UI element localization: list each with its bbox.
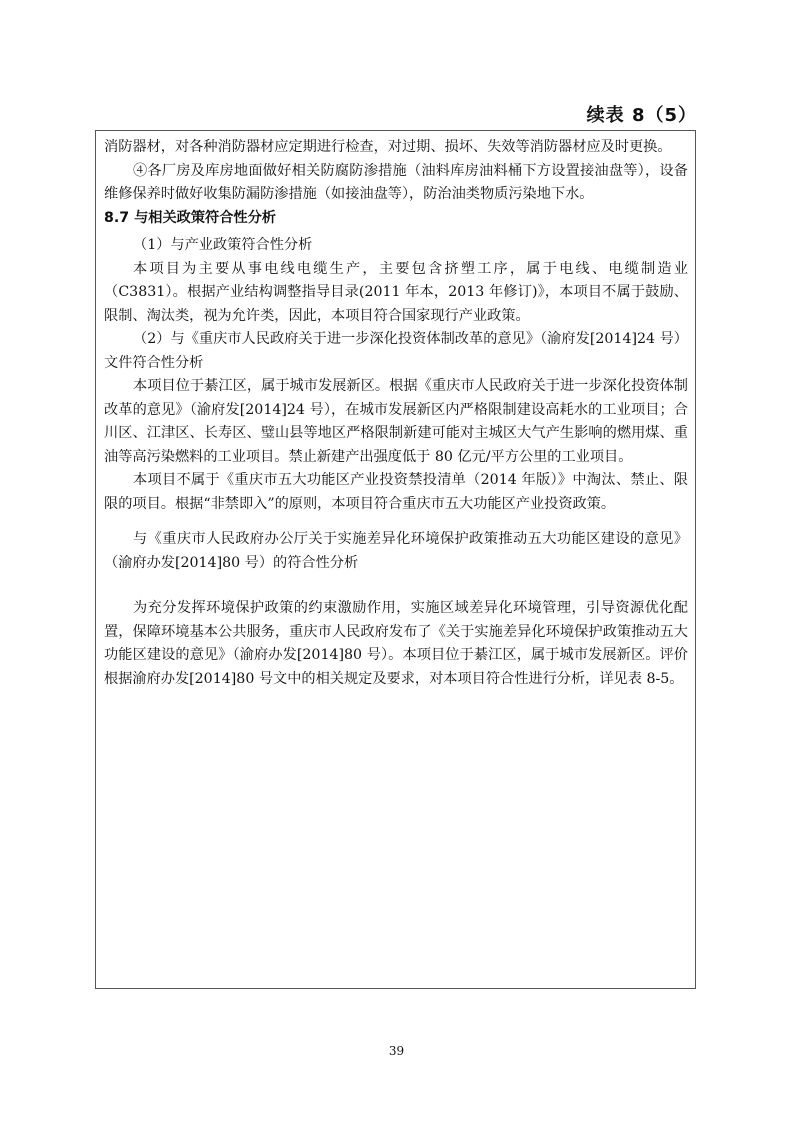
page-number: 39 bbox=[388, 1044, 405, 1058]
subsection-1-title: （1）与产业政策符合性分析 bbox=[133, 237, 313, 253]
section-heading: 8.7 与相关政策符合性分析 bbox=[104, 209, 276, 226]
paragraph-anti-seepage: ④各厂房及库房地面做好相关防腐防渗措施（油料库房油料桶下方设置接油盘等），设备维修保养时做好收集防漏防渗措施（如接油盘等），防治油类物质污染地下水。 bbox=[104, 162, 688, 202]
subsection-2-body-2: 本项目不属于《重庆市五大功能区产业投资禁投清单（2014 年版）》中淘汰、禁止、限限的项目。根据“非禁即入”的原则，本项目符合重庆市五大功能区产业投资政策。 bbox=[104, 472, 688, 512]
document-body bbox=[104, 136, 688, 691]
subsection-1-body: 本项目为主要从事电线电缆生产，主要包含挤塑工序，属于电线、电缆制造业（C3831）。根据产业结构调整指导目录(2011 年本，2013 年修订)》，本项目不属于鼓励、限制、淘汰类，视为允许类，因此，本项目符合国家现行产业政策。 bbox=[104, 260, 688, 324]
table-title: 续表 8（5） bbox=[586, 105, 697, 126]
subsection-2-title: （2）与《重庆市人民政府关于进一步深化投资体制改革的意见》（渝府发[2014]24 号）文件符合性分析 bbox=[104, 331, 688, 371]
subsection-3-title: 与《重庆市人民政府办公厅关于实施差异化环境保护政策推动五大功能区建设的意见》（渝府办发[2014]80 号）的符合性分析 bbox=[104, 531, 688, 571]
subsection-2-body-1: 本项目位于綦江区，属于城市发展新区。根据《重庆市人民政府关于进一步深化投资体制改革的意见》（渝府发[2014]24 号），在城市发展新区内严格限制建设高耗水的工业项目；合川区、江津区、长寿区、璧山县等地区严格限制新建可能对主城区大气产生影响的燃用煤、重油等高污染燃料的工业项目。禁止新建产出强度低于 80 亿元/平方公里的工业项目。 bbox=[104, 378, 688, 465]
paragraph-fire-equipment: 消防器材，对各种消防器材应定期进行检查，对过期、损坏、失效等消防器材应及时更换。 bbox=[104, 139, 672, 155]
subsection-3-body: 为充分发挥环境保护政策的约束激励作用，实施区域差异化环境管理，引导资源优化配置，保障环境基本公共服务，重庆市人民政府发布了《关于实施差异化环境保护政策推动五大功能区建设的意见》（渝府办发[2014]80 号）。本项目位于綦江区，属于城市发展新区。评价根据渝府办发[2014]80 号文中的相关规定及要求，对本项目符合性进行分析，详见表 8-5。 bbox=[104, 600, 688, 687]
